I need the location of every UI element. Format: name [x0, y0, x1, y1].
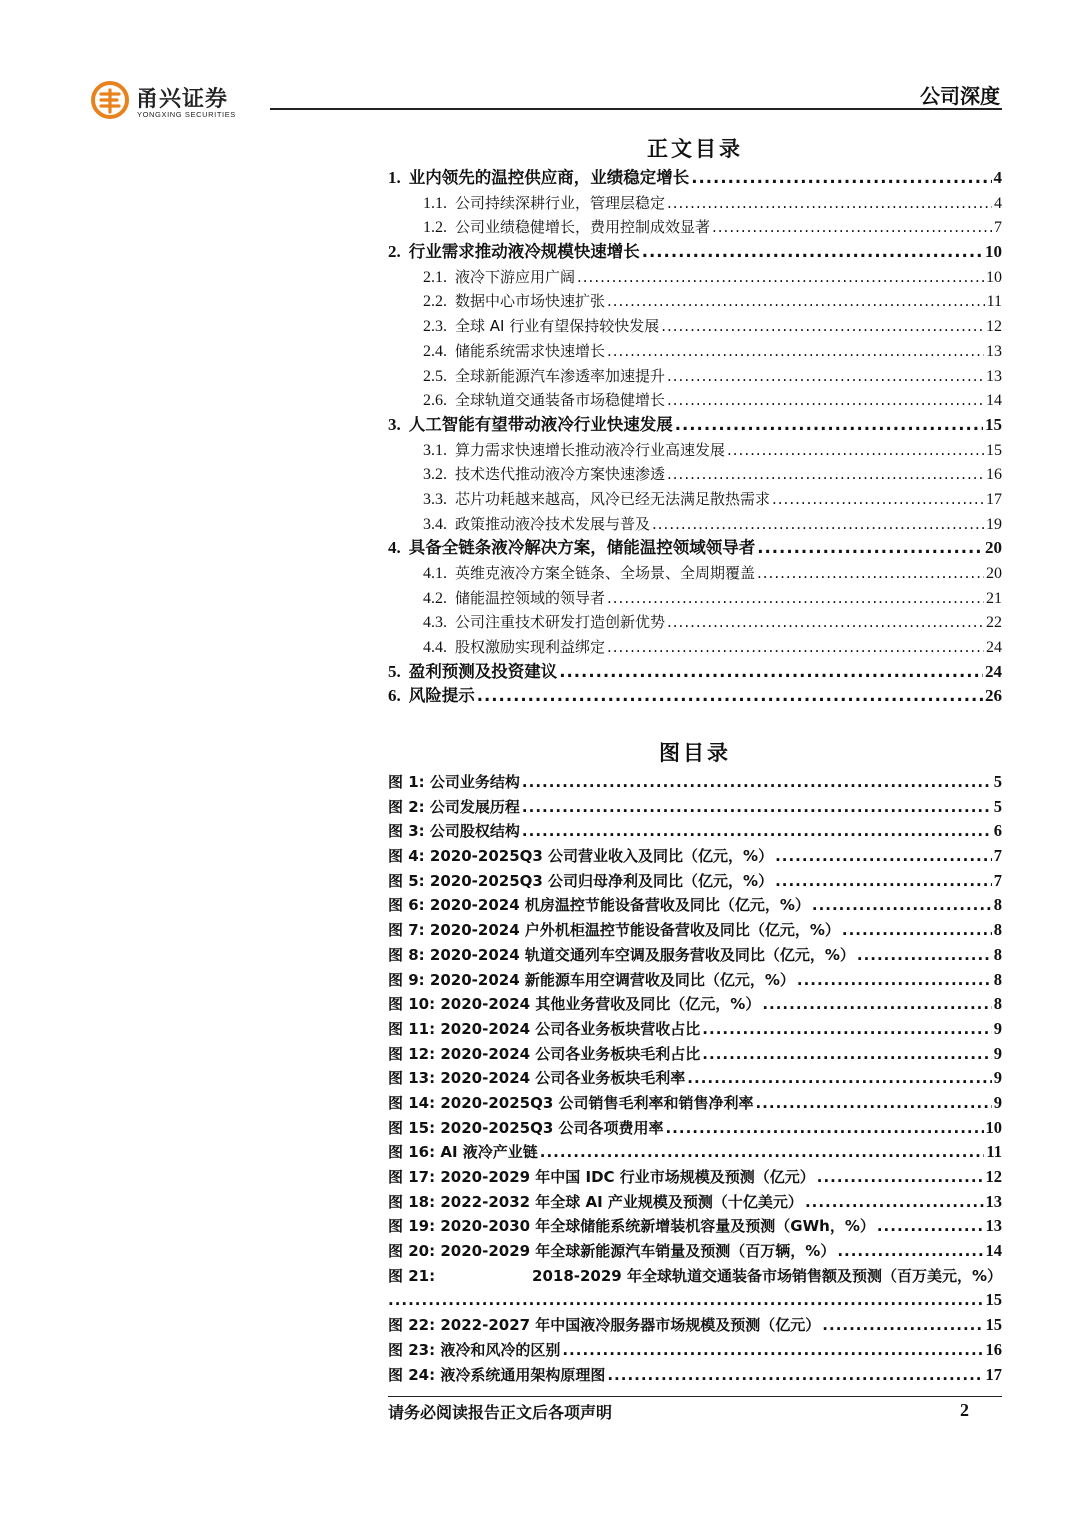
dot-leader	[687, 1066, 991, 1091]
figure-entry-label-group	[388, 844, 773, 869]
figure-entry-page: 13	[985, 1191, 1002, 1211]
toc-entry-page: 16	[986, 466, 1002, 484]
figure-entry-label: 图 17:	[388, 1168, 436, 1186]
toc-entry-number: 5.	[388, 661, 401, 681]
toc-entry-number: 3.3.	[423, 490, 447, 508]
toc-entry[interactable]	[388, 561, 1002, 586]
toc-entry-number: 1.2.	[423, 219, 447, 237]
figure-entry-label: 图 7:	[388, 921, 425, 940]
figure-entry[interactable]	[388, 992, 1002, 1017]
figure-entry-text: 2020-2025Q3 公司归母净利及同比（亿元，%）	[429, 871, 774, 890]
toc-entry[interactable]	[388, 166, 1002, 191]
toc-entry-number: 2.6.	[423, 392, 447, 410]
toc-entry-text: 具备全链条液冷解决方案，储能温控领域领导者	[408, 538, 756, 558]
figure-entry[interactable]	[388, 1066, 1002, 1091]
figure-entry-text: 公司业务结构	[429, 773, 520, 791]
figure-entry-page: 6	[993, 821, 1002, 841]
toc-entry-page: 24	[985, 661, 1002, 681]
toc-entry-number: 3.	[388, 414, 401, 434]
yongxing-logo-icon	[90, 80, 130, 120]
toc-entry-page: 10	[986, 268, 1002, 286]
dot-leader	[652, 512, 984, 537]
toc-entry-page: 13	[986, 367, 1002, 385]
figure-entry[interactable]	[388, 844, 1002, 869]
toc-entry-label	[423, 191, 665, 217]
toc-entry-number: 1.1.	[423, 194, 447, 212]
figure-entry-page: 10	[985, 1117, 1002, 1137]
toc-entry[interactable]	[388, 438, 1002, 463]
toc-entry-text: 股权激励实现利益绑定	[455, 638, 606, 657]
toc-entry-label	[423, 487, 770, 513]
figure-entry-text: 2020-2024 轨道交通列车空调及服务营收及同比（亿元，%）	[429, 945, 855, 964]
toc-entry[interactable]	[388, 364, 1002, 389]
dot-leader	[665, 1116, 983, 1141]
dot-leader	[702, 1017, 991, 1042]
toc-list	[388, 166, 1002, 709]
figure-entry-label-group	[388, 869, 773, 894]
figure-entry-label-group	[388, 1313, 820, 1338]
toc-entry-text: 业内领先的温控供应商，业绩稳定增长	[408, 168, 690, 187]
figure-entry-label: 图 4:	[388, 847, 425, 866]
figure-entry[interactable]	[388, 1313, 1002, 1338]
toc-entry[interactable]	[388, 314, 1002, 339]
dot-leader	[797, 968, 992, 993]
figure-entry-text: 2022-2027 年中国液冷服务器市场规模及预测（亿元）	[440, 1316, 821, 1335]
footer-divider	[388, 1396, 1002, 1397]
figure-entry-text: 2020-2024 机房温控节能设备营收及同比（亿元，%）	[429, 896, 810, 915]
toc-entry-text: 全球 AI 行业有望保持较快发展	[455, 317, 660, 336]
toc-entry-text: 芯片功耗越来越高，风冷已经无法满足散热需求	[455, 489, 771, 508]
toc-entry-text: 英维克液冷方案全链条、全场景、全周期覆盖	[455, 564, 756, 582]
figure-entry-page: 9	[993, 1068, 1002, 1088]
figure-entry[interactable]	[388, 1190, 1002, 1215]
dot-leader	[775, 844, 992, 869]
figure-entry[interactable]	[388, 1165, 1002, 1190]
dot-leader	[857, 943, 992, 968]
figure-entry-label-group	[388, 770, 520, 795]
toc-entry-label	[423, 314, 659, 340]
figure-entry-page: 7	[993, 870, 1002, 890]
figure-entry-text: AI 液冷产业链	[440, 1143, 538, 1162]
document-type-label: 公司深度	[920, 84, 1000, 108]
figure-entry-page: 9	[993, 1018, 1002, 1038]
dot-leader	[837, 1239, 983, 1264]
figure-entry-label-group	[388, 992, 760, 1017]
dot-leader	[812, 893, 992, 918]
figure-entry-label: 图 10:	[388, 995, 436, 1014]
toc-entry[interactable]	[388, 215, 1002, 240]
dot-leader	[667, 388, 984, 413]
figure-entry-text: 2020-2024 公司各业务板块毛利占比	[440, 1044, 701, 1063]
figure-entry-label-group	[388, 1140, 538, 1165]
toc-entry-label	[388, 684, 475, 709]
figure-entry-text: 2020-2030 年全球储能系统新增装机容量及预测（GWh，%）	[440, 1217, 875, 1236]
toc-entry[interactable]	[388, 339, 1002, 364]
dot-leader	[540, 1140, 985, 1165]
figure-entry-text: 2020-2024 公司各业务板块营收占比	[440, 1019, 701, 1038]
figure-list-section	[388, 740, 1002, 1387]
figure-entry[interactable]	[388, 1363, 1002, 1388]
toc-entry-page: 14	[986, 392, 1002, 410]
toc-entry-text: 液冷下游应用广阔	[455, 267, 576, 286]
toc-entry-label	[388, 166, 689, 191]
dot-leader	[562, 1338, 983, 1363]
dot-leader	[522, 795, 992, 820]
toc-entry-text: 风险提示	[408, 686, 475, 706]
footer-disclaimer: 请务必阅读报告正文后各项声明	[388, 1403, 613, 1422]
figure-entry[interactable]	[388, 893, 1002, 918]
dot-leader	[755, 1091, 991, 1116]
figure-entry-text: 2022-2032 年全球 AI 产业规模及预测（十亿美元）	[440, 1192, 803, 1211]
toc-entry-label	[388, 413, 673, 438]
figure-entry-text: 公司发展历程	[429, 797, 520, 816]
dot-leader	[822, 1313, 983, 1338]
toc-entry-number: 2.5.	[423, 367, 447, 385]
dot-leader	[842, 918, 992, 943]
dot-leader	[661, 314, 984, 339]
toc-entry-label	[423, 610, 665, 636]
toc-entry-text: 人工智能有望带动液冷行业快速发展	[408, 414, 673, 434]
dot-leader	[757, 536, 983, 561]
figure-entry-label: 图 14:	[388, 1093, 436, 1112]
toc-entry-number: 4.	[388, 538, 401, 558]
figure-entry-label: 图 15:	[388, 1118, 436, 1137]
toc-entry-page: 26	[985, 686, 1002, 706]
page-number: 2	[960, 1400, 969, 1420]
toc-entry-label	[423, 586, 605, 612]
toc-entry[interactable]	[388, 635, 1002, 660]
toc-entry-page: 10	[985, 242, 1002, 262]
company-logo	[90, 80, 260, 124]
figure-entry[interactable]	[388, 1091, 1002, 1116]
figure-entry-page: 9	[993, 1043, 1002, 1063]
figure-entry[interactable]	[388, 1140, 1002, 1165]
toc-entry-number: 4.2.	[423, 589, 447, 607]
dot-leader	[667, 610, 984, 635]
dot-leader	[691, 166, 991, 191]
figure-entry-text: 2018-2029 年全球轨道交通装备市场销售额及预测（百万美元，%）	[532, 1266, 1002, 1285]
toc-section	[388, 136, 1002, 709]
toc-entry-page: 15	[986, 441, 1002, 459]
figure-entry-label: 图 5:	[388, 871, 425, 890]
figure-entry-text: 2020-2024 其他业务营收及同比（亿元，%）	[440, 995, 761, 1014]
toc-entry[interactable]	[388, 512, 1002, 537]
toc-entry[interactable]	[388, 660, 1002, 685]
figure-entry-label-group	[388, 1116, 663, 1141]
dot-leader	[667, 364, 984, 389]
figure-entry-text: 2020-2025Q3 公司销售毛利率和销售净利率	[440, 1093, 754, 1112]
figure-entry-page: 12	[985, 1167, 1002, 1186]
toc-entry[interactable]	[388, 610, 1002, 635]
toc-entry-number: 3.4.	[423, 515, 447, 533]
toc-entry-number: 2.4.	[423, 342, 447, 360]
toc-entry-page: 12	[986, 318, 1002, 336]
dot-leader	[772, 487, 984, 512]
dot-leader	[577, 265, 984, 290]
figure-entry-label-group	[388, 893, 810, 918]
figure-entry-page: 8	[993, 895, 1002, 915]
dot-leader	[607, 339, 984, 364]
figure-entry-label-group	[388, 1214, 875, 1239]
figure-entry[interactable]	[388, 1214, 1002, 1239]
toc-entry-number: 2.	[388, 242, 401, 262]
dot-leader	[522, 819, 992, 844]
figure-entry-label: 图 11:	[388, 1019, 436, 1038]
figure-entry-page: 16	[985, 1339, 1002, 1359]
toc-entry-page: 20	[985, 538, 1002, 558]
figure-entry-label: 图 23:	[388, 1340, 436, 1359]
toc-entry-page: 20	[986, 565, 1002, 582]
toc-entry-number: 2.3.	[423, 318, 447, 336]
toc-entry-text: 算力需求快速增长推动液冷行业高速发展	[455, 440, 726, 459]
toc-entry-page: 24	[986, 639, 1002, 657]
figure-entry[interactable]	[388, 1264, 1002, 1313]
toc-entry-number: 3.1.	[423, 441, 447, 459]
figure-entry-label: 图 21:	[388, 1266, 436, 1285]
figure-entry[interactable]	[388, 869, 1002, 894]
toc-entry-label	[388, 536, 755, 561]
toc-entry-text: 行业需求推动液冷规模快速增长	[408, 242, 640, 262]
figure-entry-label: 图 22:	[388, 1316, 436, 1335]
figure-entry-line	[388, 1264, 1002, 1289]
dot-leader	[642, 240, 983, 265]
figure-entry-label: 图 19:	[388, 1217, 436, 1236]
figure-entry-text: 2020-2029 年中国 IDC 行业市场规模及预测（亿元）	[440, 1168, 815, 1186]
figure-entry-text: 液冷系统通用架构原理图	[440, 1365, 606, 1384]
toc-entry-label	[423, 364, 665, 390]
dot-leader	[667, 462, 984, 487]
toc-entry-label	[423, 265, 575, 291]
figure-entry-label-group	[388, 1066, 685, 1091]
figure-entry[interactable]	[388, 918, 1002, 943]
toc-entry-label	[423, 339, 605, 365]
toc-entry[interactable]	[388, 289, 1002, 314]
figure-entry-page: 5	[993, 772, 1002, 791]
dot-leader	[727, 438, 984, 463]
toc-entry-number: 1.	[388, 168, 401, 187]
figure-entry-label-group	[388, 1363, 605, 1388]
toc-entry-label	[423, 561, 755, 587]
toc-entry-text: 政策推动液冷技术发展与普及	[455, 514, 651, 533]
toc-entry-text: 全球新能源汽车渗透率加速提升	[455, 366, 666, 385]
figure-entry-page: 8	[993, 944, 1002, 964]
toc-entry-number: 2.1.	[423, 268, 447, 286]
toc-entry-page: 21	[986, 589, 1002, 607]
figure-entry-label: 图 18:	[388, 1192, 436, 1211]
toc-entry-page: 19	[986, 515, 1002, 533]
figure-entry-page: 9	[993, 1092, 1002, 1112]
figure-entry-text: 液冷和风冷的区别	[440, 1340, 561, 1359]
figure-entry-label: 图 13:	[388, 1069, 436, 1088]
figure-entry[interactable]	[388, 1338, 1002, 1363]
figure-entry-page: 8	[993, 994, 1002, 1014]
toc-entry-number: 6.	[388, 686, 401, 706]
figure-entry-label-group	[388, 819, 520, 844]
toc-entry-number: 4.3.	[423, 614, 447, 632]
toc-entry-label	[423, 388, 665, 414]
toc-entry[interactable]	[388, 388, 1002, 413]
figure-entry-text: 公司股权结构	[429, 822, 520, 841]
toc-entry[interactable]	[388, 265, 1002, 290]
figure-entry-label-group	[388, 918, 840, 943]
toc-entry[interactable]	[388, 536, 1002, 561]
toc-entry[interactable]	[388, 191, 1002, 216]
figure-entry-line	[388, 1288, 1002, 1313]
brand-name-cn: 甬兴证券	[136, 87, 229, 112]
dot-leader	[522, 770, 992, 795]
figure-entry-label: 图 3:	[388, 822, 425, 841]
figure-entry-page: 17	[985, 1364, 1002, 1384]
toc-entry-page: 17	[986, 490, 1002, 508]
toc-entry-number: 2.2.	[423, 293, 447, 311]
figure-list	[388, 770, 1002, 1387]
dot-leader	[607, 586, 984, 611]
toc-entry-text: 盈利预测及投资建议	[408, 661, 558, 681]
header-divider	[270, 108, 1002, 110]
toc-entry-text: 技术迭代推动液冷方案快速渗透	[455, 465, 666, 484]
toc-entry-label	[423, 215, 710, 241]
figure-entry-page: 7	[993, 846, 1002, 866]
dot-leader	[559, 660, 983, 685]
figure-entry-label: 图 2:	[388, 797, 425, 816]
figure-entry[interactable]	[388, 1017, 1002, 1042]
figure-list-title: 图目录	[659, 741, 731, 765]
toc-entry-label	[423, 462, 665, 488]
dot-leader	[675, 413, 983, 438]
figure-entry-label: 图 6:	[388, 896, 425, 915]
figure-entry-label-group	[388, 1091, 753, 1116]
toc-entry-page: 15	[985, 414, 1002, 434]
figure-entry[interactable]	[388, 943, 1002, 968]
toc-entry-number: 4.1.	[423, 565, 447, 582]
figure-entry-label-group	[388, 943, 855, 968]
figure-entry-text: 2020-2025Q3 公司各项费用率	[440, 1118, 664, 1137]
toc-entry-page: 13	[986, 342, 1002, 360]
toc-entry-page: 4	[994, 194, 1002, 212]
dot-leader	[607, 289, 985, 314]
dot-leader	[757, 561, 984, 586]
toc-entry-label	[423, 635, 605, 661]
figure-entry-label: 图 12:	[388, 1044, 436, 1063]
dot-leader	[805, 1190, 984, 1215]
brand-name-en: YONGXING SECURITIES	[137, 110, 236, 119]
toc-entry-page: 22	[986, 614, 1002, 632]
figure-entry[interactable]	[388, 819, 1002, 844]
toc-entry[interactable]	[388, 586, 1002, 611]
figure-entry-text: 2020-2024 户外机柜温控节能设备营收及同比（亿元，%）	[429, 921, 840, 940]
toc-entry-text: 公司持续深耕行业，管理层稳定	[455, 193, 666, 212]
toc-entry-text: 数据中心市场快速扩张	[455, 292, 606, 311]
figure-entry-page: 13	[985, 1216, 1002, 1236]
dot-leader	[477, 684, 983, 709]
toc-entry[interactable]	[388, 684, 1002, 709]
dot-leader	[702, 1042, 991, 1067]
figure-entry-page: 5	[993, 796, 1002, 816]
figure-entry-page: 15	[985, 1290, 1002, 1310]
dot-leader	[817, 1165, 984, 1190]
toc-entry-text: 全球轨道交通装备市场稳健增长	[455, 391, 666, 410]
figure-entry-page: 8	[993, 969, 1002, 989]
page-header	[0, 0, 1080, 130]
figure-entry-text: 2020-2029 年全球新能源汽车销量及预测（百万辆，%）	[440, 1242, 836, 1261]
figure-entry[interactable]	[388, 968, 1002, 993]
dot-leader	[712, 215, 992, 240]
toc-entry-label	[423, 438, 725, 464]
dot-leader	[607, 1363, 983, 1388]
figure-entry-label-group	[388, 795, 520, 820]
toc-entry-page: 4	[993, 168, 1002, 187]
figure-entry[interactable]	[388, 1042, 1002, 1067]
toc-entry-label	[388, 660, 557, 685]
toc-entry[interactable]	[388, 240, 1002, 265]
toc-entry-number: 3.2.	[423, 466, 447, 484]
figure-entry-page: 8	[993, 920, 1002, 940]
dot-leader	[775, 869, 992, 894]
toc-entry-page: 7	[994, 219, 1002, 237]
dot-leader	[877, 1214, 984, 1239]
dot-leader	[762, 992, 991, 1017]
figure-entry-label-group	[388, 1190, 803, 1215]
figure-entry-text: 2020-2024 新能源车用空调营收及同比（亿元，%）	[429, 970, 795, 989]
toc-entry[interactable]	[388, 413, 1002, 438]
figure-entry-label-group	[388, 1017, 700, 1042]
figure-entry-label-group	[388, 1165, 815, 1190]
figure-entry-label: 图 20:	[388, 1242, 436, 1261]
dot-leader	[388, 1288, 984, 1313]
toc-entry[interactable]	[388, 462, 1002, 487]
figure-entry-page: 11	[986, 1142, 1002, 1162]
toc-title: 正文目录	[647, 137, 743, 161]
dot-leader	[607, 635, 984, 660]
figure-entry-text: 2020-2025Q3 公司营业收入及同比（亿元，%）	[429, 847, 774, 866]
toc-entry[interactable]	[388, 487, 1002, 512]
dot-leader	[667, 191, 992, 216]
figure-entry[interactable]	[388, 1239, 1002, 1264]
figure-entry-label: 图 8:	[388, 945, 425, 964]
figure-entry-label: 图 24:	[388, 1365, 436, 1384]
figure-entry-label-group	[388, 1042, 700, 1067]
toc-entry-text: 公司业绩稳健增长，费用控制成效显著	[455, 218, 711, 237]
figure-entry[interactable]	[388, 1116, 1002, 1141]
toc-entry-number: 4.4.	[423, 639, 447, 657]
figure-entry-page: 14	[985, 1241, 1002, 1261]
toc-entry-text: 储能系统需求快速增长	[455, 341, 606, 360]
toc-entry-label	[423, 512, 650, 538]
figure-entry-label-group	[388, 1338, 560, 1363]
figure-entry-label-group	[388, 968, 795, 993]
figure-entry-text: 2020-2024 公司各业务板块毛利率	[440, 1069, 686, 1088]
toc-entry-label	[388, 240, 640, 265]
figure-entry-label: 图 16:	[388, 1143, 436, 1162]
toc-entry-label	[423, 289, 605, 315]
toc-entry-page: 11	[986, 293, 1002, 311]
toc-entry-text: 储能温控领域的领导者	[455, 588, 606, 607]
toc-entry-text: 公司注重技术研发打造创新优势	[455, 613, 666, 632]
figure-entry-label: 图 9:	[388, 970, 425, 989]
figure-entry[interactable]	[388, 795, 1002, 820]
figure-entry[interactable]	[388, 770, 1002, 795]
figure-entry-label-group	[388, 1239, 835, 1264]
figure-entry-label: 图 1:	[388, 773, 425, 791]
figure-entry-page: 15	[985, 1315, 1002, 1335]
